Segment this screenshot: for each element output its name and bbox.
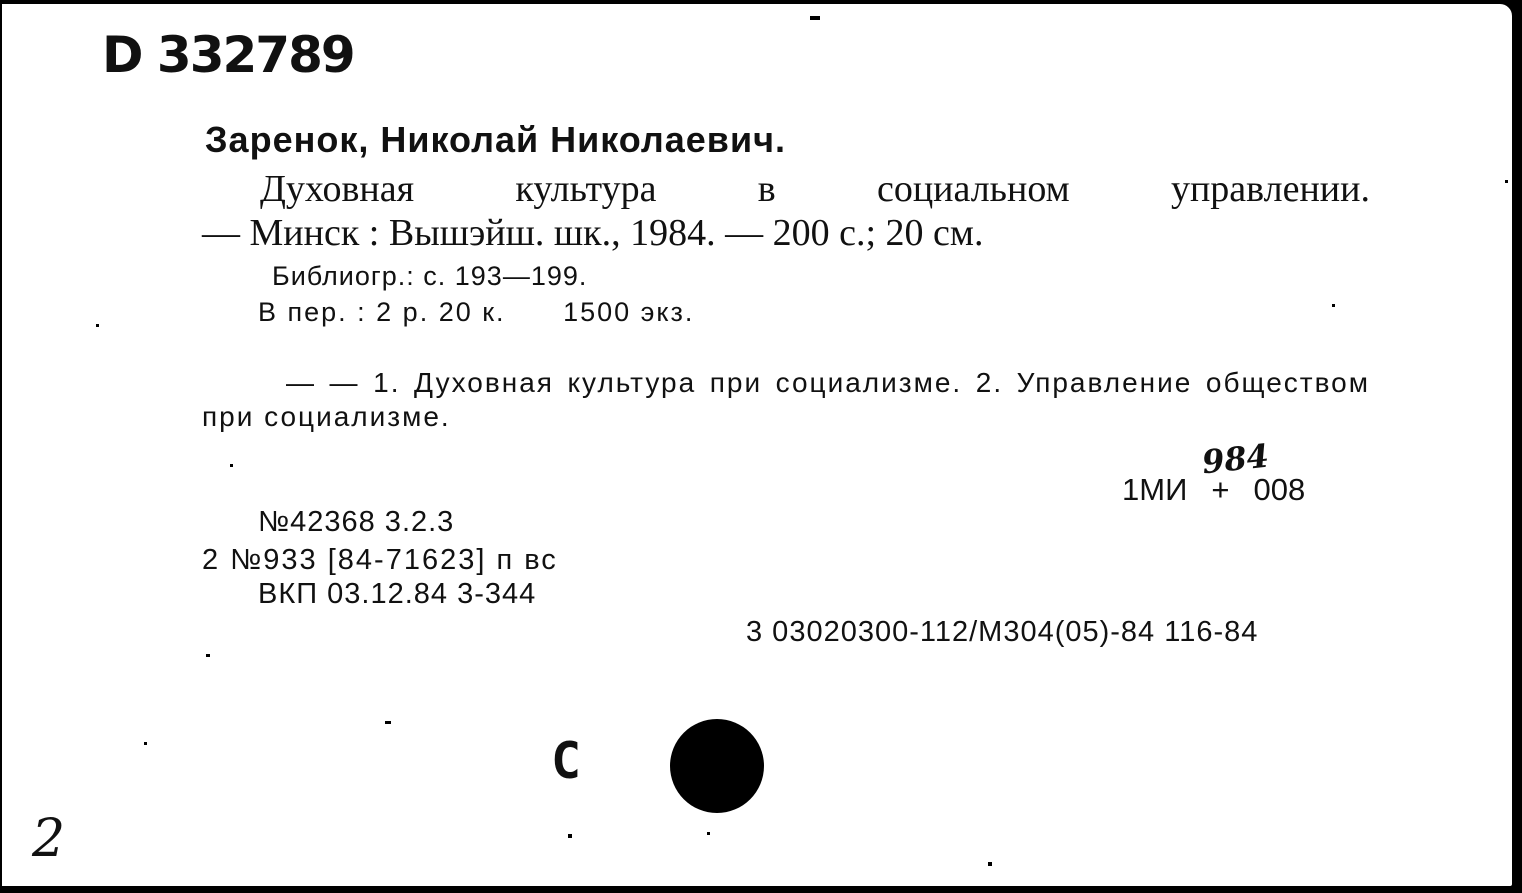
title-word: социальном [876,168,1070,210]
scan-speck [988,862,992,866]
scan-speck [385,721,391,724]
title-word: Духовная [260,168,415,210]
letter-mark: С [551,732,582,790]
author-heading: Заренок, Николай Николаевич. [205,119,786,160]
classification-value: 008 [1253,472,1306,507]
handwritten-annotation: 984 [1200,436,1271,482]
scan-speck [568,834,572,838]
punch-hole [670,719,764,813]
publisher-code: 3 03020300-112/М304(05)-84 116-84 [746,616,1259,648]
classification-number [1122,472,1305,508]
scan-speck [707,832,710,835]
record-number: №42368 3.2.3 [258,506,455,538]
scan-speck [1332,304,1335,307]
circulation: 1500 экз. [563,297,695,327]
title-word: в [757,168,776,210]
catalog-card [0,2,1514,888]
price-line [258,297,694,328]
bibliography-note: Библиогр.: с. 193—199. [272,261,588,291]
call-number: D 332789 [102,26,354,84]
subject-tracings: — — 1. Духовная культура при социализме. 2. Управление обществом при социализме. [202,367,1370,432]
imprint-line: — Минск : Вышэйш. шк., 1984. — 200 с.; 20 см. [202,212,984,254]
title-word: культура [515,168,657,210]
scan-speck [206,654,210,657]
scan-speck [144,742,147,745]
scan-speck [230,464,233,467]
title-word: управлении. [1170,168,1370,210]
scan-speck [810,16,820,20]
classification-code: 1МИ [1122,472,1188,507]
classification-plus: + [1211,472,1230,507]
vkp-line: ВКП 03.12.84 3-344 [258,578,537,610]
price: В пер. : 2 р. 20 к. [258,297,506,327]
handwritten-mark: 2 [32,809,66,869]
order-line: 2 №933 [84-71623] п вс [202,544,558,576]
scan-speck [96,324,99,327]
title-line [260,167,1370,211]
scan-speck [1505,180,1508,183]
